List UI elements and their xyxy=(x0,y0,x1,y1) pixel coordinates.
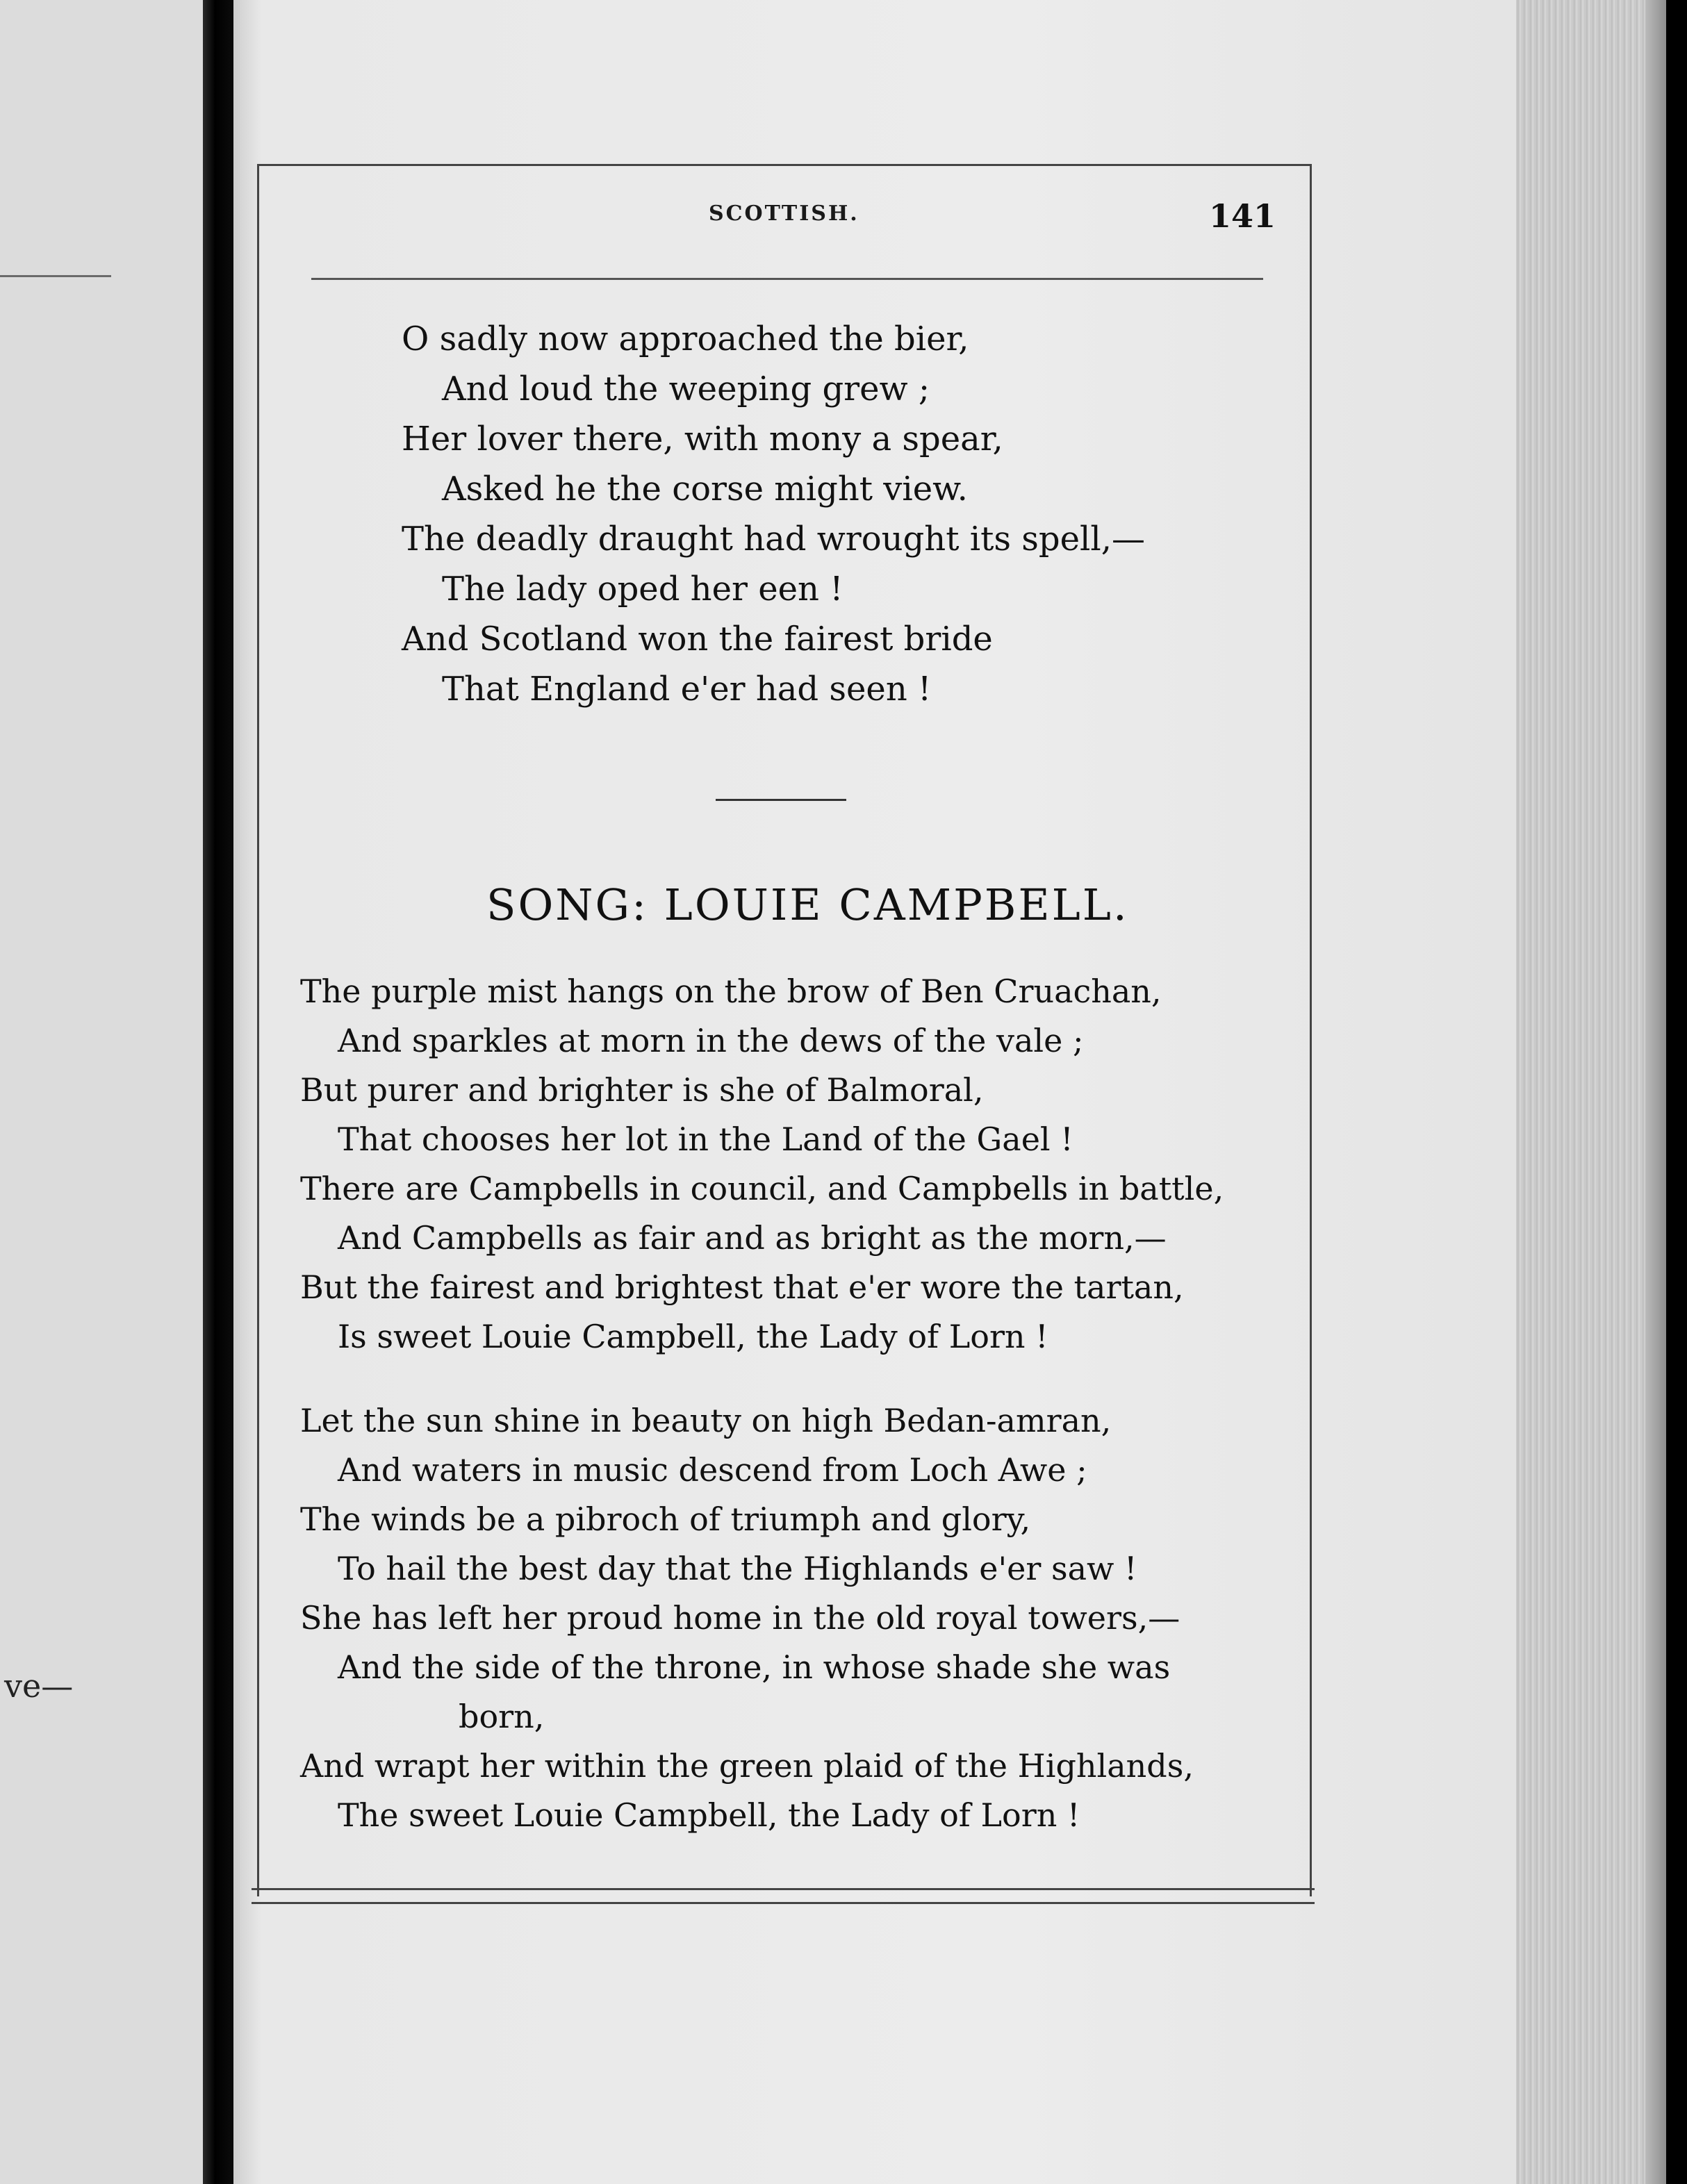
song-title: SONG: LOUIE CAMPBELL. xyxy=(486,879,1129,930)
book-gutter xyxy=(203,0,233,2184)
verse-line: She has left her proud home in the old royal towers,— xyxy=(300,1599,1180,1637)
verse-line: And sparkles at morn in the dews of the vale ; xyxy=(338,1022,1084,1059)
verse-line: Let the sun shine in beauty on high Bedan-amran, xyxy=(300,1402,1112,1439)
poem-closing-stanza xyxy=(402,314,1145,714)
verse-line: The deadly draught had wrought its spell,— xyxy=(402,520,1145,559)
verse-line: But purer and brighter is she of Balmoral, xyxy=(300,1071,984,1109)
song-stanza-1 xyxy=(300,967,1224,1362)
verse-line: And Campbells as fair and as bright as the morn,— xyxy=(338,1219,1167,1257)
verse-line: There are Campbells in council, and Campbells in battle, xyxy=(300,1170,1224,1207)
verse-line: And Scotland won the fairest bride xyxy=(402,620,993,659)
previous-page-rule xyxy=(0,275,111,277)
verse-line: The lady oped her een ! xyxy=(442,570,844,609)
verse-line: Asked he the corse might view. xyxy=(442,470,968,508)
verse-line: O sadly now approached the bier, xyxy=(402,320,969,358)
verse-line: The purple mist hangs on the brow of Ben Cruachan, xyxy=(300,973,1162,1010)
page-number: 141 xyxy=(1209,197,1276,235)
bottom-rule xyxy=(252,1888,1315,1890)
verse-line: And loud the weeping grew ; xyxy=(442,370,930,408)
page-edges xyxy=(1516,0,1666,2184)
previous-page xyxy=(0,0,203,2184)
verse-line: And waters in music descend from Loch Awe ; xyxy=(338,1451,1087,1489)
verse-line: To hail the best day that the Highlands e'er saw ! xyxy=(338,1550,1137,1587)
section-divider xyxy=(716,799,846,801)
verse-line: Her lover there, with mony a spear, xyxy=(402,420,1003,458)
verse-line: And the side of the throne, in whose shade she was xyxy=(338,1648,1171,1686)
running-head: SCOTTISH. xyxy=(709,201,859,226)
verse-line: The winds be a pibroch of triumph and glory, xyxy=(300,1500,1031,1538)
verse-line: And wrapt her within the green plaid of the Highlands, xyxy=(300,1747,1194,1785)
song-stanza-2 xyxy=(300,1396,1194,1840)
previous-page-fragment: ve— xyxy=(4,1667,74,1705)
bottom-rule-double xyxy=(252,1902,1315,1904)
verse-line-continuation: born, xyxy=(459,1698,545,1735)
verse-line: Is sweet Louie Campbell, the Lady of Lorn ! xyxy=(338,1318,1048,1355)
verse-line: That chooses her lot in the Land of the Gael ! xyxy=(338,1120,1073,1158)
verse-line: The sweet Louie Campbell, the Lady of Lorn ! xyxy=(338,1796,1080,1834)
background-edge xyxy=(1666,0,1687,2184)
verse-line: That England e'er had seen ! xyxy=(442,670,932,709)
verse-line: But the fairest and brightest that e'er wore the tartan, xyxy=(300,1268,1184,1306)
header-rule xyxy=(311,278,1263,280)
